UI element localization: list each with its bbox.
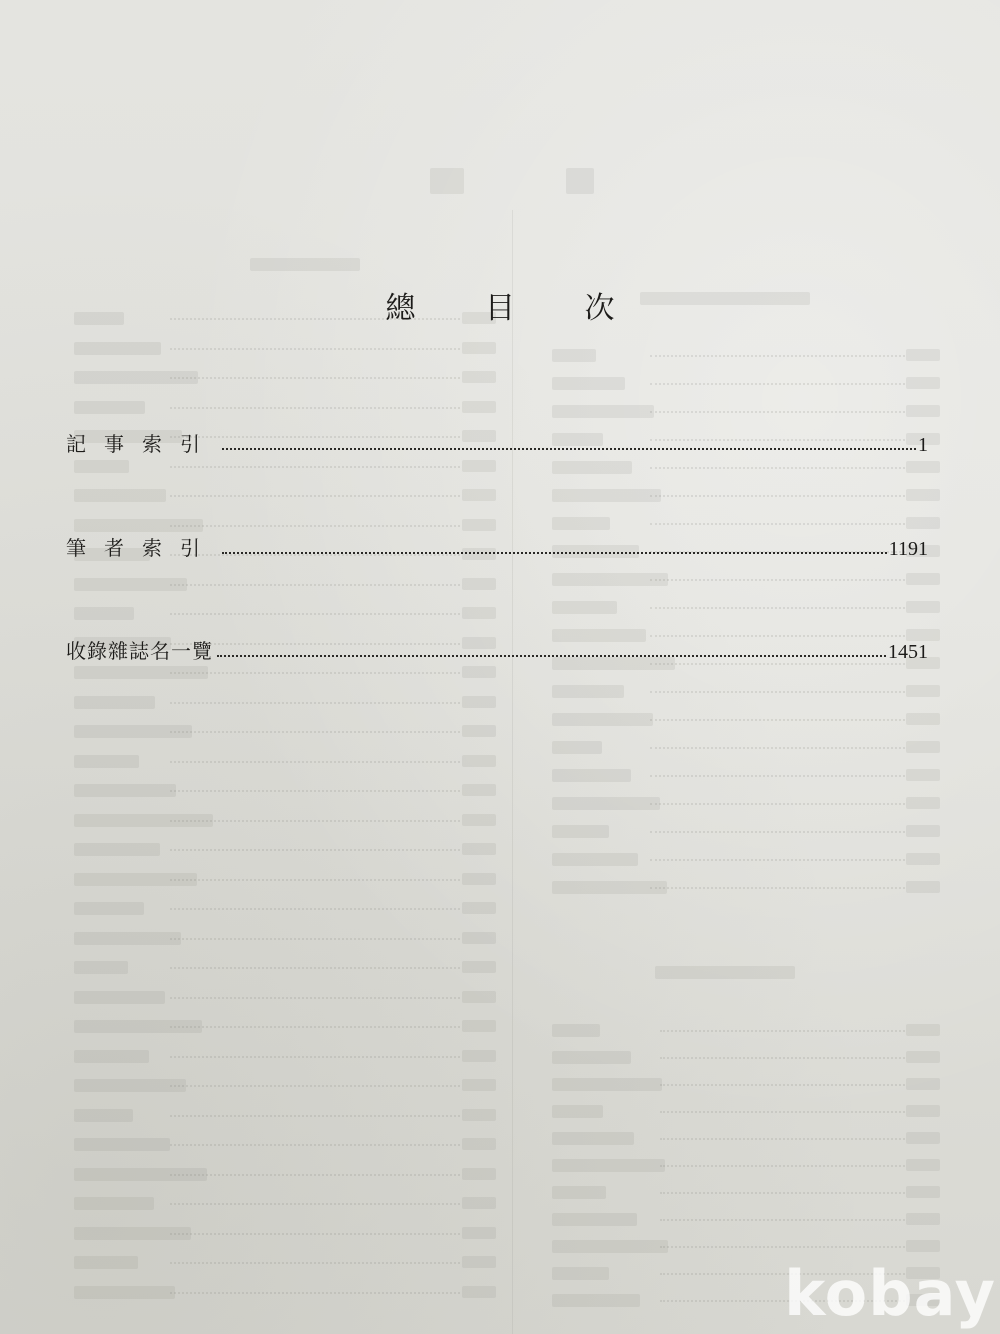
toc-dot-leader: [222, 552, 887, 554]
bleed-through-mark: [906, 601, 940, 613]
bleed-through-mark: [552, 769, 631, 782]
bleed-through-mark: [660, 1219, 905, 1221]
bleed-through-mark: [906, 1024, 940, 1036]
bleed-through-mark: [906, 1186, 940, 1198]
bleed-through-mark: [650, 495, 905, 497]
bleed-through-mark: [74, 1256, 138, 1269]
bleed-through-mark: [552, 1186, 606, 1199]
bleed-through-mark: [170, 672, 460, 674]
bleed-through-mark: [906, 769, 940, 781]
bleed-through-mark: [906, 1159, 940, 1171]
bleed-through-mark: [552, 405, 654, 418]
toc-page-number: 1451: [888, 641, 928, 663]
bleed-through-mark: [74, 784, 176, 797]
bleed-through-mark: [552, 377, 625, 390]
bleed-through-mark: [74, 578, 187, 591]
bleed-through-mark: [74, 755, 139, 768]
bleed-through-mark: [170, 761, 460, 763]
bleed-through-mark: [650, 383, 905, 385]
bleed-through-mark: [462, 784, 496, 796]
bleed-through-mark: [170, 1085, 460, 1087]
bleed-through-mark: [906, 685, 940, 697]
bleed-through-mark: [74, 1168, 207, 1181]
bleed-through-mark: [906, 1132, 940, 1144]
bleed-through-mark: [170, 1292, 460, 1294]
bleed-through-mark: [552, 1240, 668, 1253]
bleed-through-mark: [660, 1057, 905, 1059]
toc-entry-magazine-list[interactable]: [66, 630, 928, 664]
bleed-through-mark: [170, 377, 460, 379]
bleed-through-mark: [462, 371, 496, 383]
bleed-through-mark: [552, 881, 667, 894]
bleed-through-mark: [170, 1056, 460, 1058]
bleed-through-mark: [650, 887, 905, 889]
bleed-through-mark: [552, 1051, 631, 1064]
bleed-through-mark: [170, 466, 460, 468]
watermark-logo: kobay: [784, 1257, 996, 1330]
bleed-through-mark: [906, 713, 940, 725]
bleed-through-mark: [655, 966, 795, 979]
bleed-through-mark: [906, 741, 940, 753]
bleed-through-mark: [552, 1024, 600, 1037]
bleed-through-mark: [170, 849, 460, 851]
bleed-through-mark: [170, 997, 460, 999]
bleed-through-mark: [462, 814, 496, 826]
bleed-through-mark: [170, 879, 460, 881]
bleed-through-mark: [74, 371, 198, 384]
bleed-through-mark: [74, 696, 155, 709]
bleed-through-mark: [906, 349, 940, 361]
bleed-through-mark: [660, 1138, 905, 1140]
bleed-through-mark: [462, 932, 496, 944]
bleed-through-mark: [170, 820, 460, 822]
toc-dot-leader: [222, 448, 916, 450]
bleed-through-mark: [906, 461, 940, 473]
bleed-through-mark: [552, 713, 653, 726]
bleed-through-mark: [170, 584, 460, 586]
bleed-through-mark: [650, 803, 905, 805]
toc-entry-label: 記事索引: [66, 432, 218, 456]
bleed-through-mark: [566, 168, 594, 194]
bleed-through-mark: [650, 523, 905, 525]
bleed-through-mark: [462, 1079, 496, 1091]
bleed-through-mark: [650, 355, 905, 357]
bleed-through-mark: [660, 1030, 905, 1032]
bleed-through-mark: [462, 1168, 496, 1180]
bleed-through-mark: [650, 411, 905, 413]
bleed-through-mark: [170, 613, 460, 615]
bleed-through-mark: [906, 1078, 940, 1090]
bleed-through-mark: [462, 401, 496, 413]
bleed-through-mark: [462, 991, 496, 1003]
bleed-through-mark: [74, 1109, 133, 1122]
bleed-through-mark: [170, 407, 460, 409]
bleed-through-mark: [462, 961, 496, 973]
bleed-through-mark: [650, 831, 905, 833]
bleed-through-mark: [462, 489, 496, 501]
bleed-through-mark: [170, 1233, 460, 1235]
toc-entry-label: 收錄雜誌名一覽: [66, 639, 213, 663]
bleed-through-mark: [906, 405, 940, 417]
bleed-through-mark: [660, 1084, 905, 1086]
bleed-through-mark: [552, 349, 596, 362]
bleed-through-mark: [170, 1203, 460, 1205]
bleed-through-mark: [74, 991, 165, 1004]
bleed-through-mark: [906, 377, 940, 389]
bleed-through-mark: [74, 401, 145, 414]
bleed-through-mark: [74, 873, 197, 886]
bleed-through-mark: [552, 489, 661, 502]
bleed-through-mark: [462, 342, 496, 354]
bleed-through-mark: [906, 1051, 940, 1063]
bleed-through-mark: [462, 873, 496, 885]
bleed-through-mark: [74, 1079, 186, 1092]
toc-entry-author-index[interactable]: [66, 527, 928, 561]
toc-entry-article-index[interactable]: [66, 423, 928, 457]
bleed-through-mark: [906, 1240, 940, 1252]
bleed-through-mark: [74, 666, 208, 679]
page-title: 總 目 次: [385, 291, 645, 326]
bleed-through-mark: [462, 1286, 496, 1298]
bleed-through-mark: [170, 495, 460, 497]
bleed-through-mark: [650, 747, 905, 749]
bleed-through-mark: [74, 1197, 154, 1210]
bleed-through-mark: [74, 607, 134, 620]
bleed-through-mark: [170, 731, 460, 733]
bleed-through-mark: [74, 1020, 202, 1033]
bleed-through-mark: [906, 489, 940, 501]
bleed-through-mark: [660, 1246, 905, 1248]
bleed-through-mark: [74, 342, 161, 355]
toc-dot-leader: [217, 655, 886, 657]
bleed-through-mark: [74, 843, 160, 856]
bleed-through-mark: [906, 1213, 940, 1225]
bleed-through-mark: [650, 691, 905, 693]
bleed-through-mark: [462, 607, 496, 619]
toc-page-number: 1191: [888, 538, 928, 560]
bleed-through-mark: [552, 461, 632, 474]
bleed-through-mark: [552, 741, 602, 754]
bleed-through-mark: [462, 1227, 496, 1239]
bleed-through-mark: [170, 1144, 460, 1146]
bleed-through-mark: [462, 666, 496, 678]
bleed-through-mark: [552, 1132, 634, 1145]
bleed-through-mark: [552, 1105, 603, 1118]
bleed-through-mark: [74, 902, 144, 915]
bleed-through-mark: [462, 1256, 496, 1268]
bleed-through-mark: [250, 258, 360, 271]
bleed-through-mark: [650, 775, 905, 777]
bleed-through-mark: [906, 797, 940, 809]
toc-entry-label: 筆者索引: [66, 536, 218, 560]
bleed-through-mark: [552, 1078, 662, 1091]
bleed-through-mark: [74, 932, 181, 945]
bleed-through-mark: [74, 489, 166, 502]
bleed-through-mark: [552, 601, 617, 614]
bleed-through-mark: [660, 1192, 905, 1194]
bleed-through-mark: [906, 881, 940, 893]
bleed-through-mark: [74, 725, 192, 738]
bleed-through-mark: [650, 579, 905, 581]
bleed-through-mark: [650, 607, 905, 609]
bleed-through-mark: [462, 1020, 496, 1032]
toc-page-number: 1: [918, 434, 928, 456]
bleed-through-mark: [74, 1286, 175, 1299]
bleed-through-mark: [462, 755, 496, 767]
bleed-through-mark: [170, 1262, 460, 1264]
bleed-through-mark: [650, 859, 905, 861]
bleed-through-mark: [170, 938, 460, 940]
bleed-through-mark: [660, 1111, 905, 1113]
bleed-through-mark: [660, 1165, 905, 1167]
bleed-through-mark: [462, 1109, 496, 1121]
bleed-through-mark: [170, 1026, 460, 1028]
bleed-through-mark: [462, 1050, 496, 1062]
bleed-through-mark: [170, 908, 460, 910]
bleed-through-mark: [906, 825, 940, 837]
bleed-through-mark: [74, 1050, 149, 1063]
bleed-through-mark: [170, 967, 460, 969]
bleed-through-mark: [552, 825, 609, 838]
bleed-through-mark: [552, 1294, 640, 1307]
bleed-through-mark: [552, 853, 638, 866]
bleed-through-mark: [430, 168, 464, 194]
bleed-through-mark: [462, 843, 496, 855]
bleed-through-mark: [650, 719, 905, 721]
bleed-through-mark: [74, 460, 129, 473]
bleed-through-mark: [552, 685, 624, 698]
bleed-through-mark: [74, 814, 213, 827]
bleed-through-mark: [906, 1105, 940, 1117]
bleed-through-mark: [462, 725, 496, 737]
bleed-through-mark: [462, 696, 496, 708]
bleed-through-mark: [74, 1138, 170, 1151]
bleed-through-mark: [170, 702, 460, 704]
bleed-through-mark: [170, 348, 460, 350]
bleed-through-mark: [906, 853, 940, 865]
bleed-through-mark: [906, 573, 940, 585]
bleed-through-mark: [170, 1174, 460, 1176]
bleed-through-mark: [74, 961, 128, 974]
bleed-through-mark: [462, 578, 496, 590]
bleed-through-mark: [552, 1159, 665, 1172]
bleed-through-mark: [552, 797, 660, 810]
bleed-through-mark: [170, 790, 460, 792]
bleed-through-mark: [650, 467, 905, 469]
bleed-through-mark: [552, 1267, 609, 1280]
bleed-through-mark: [74, 1227, 191, 1240]
bleed-through-mark: [462, 1197, 496, 1209]
bleed-through-mark: [462, 460, 496, 472]
bleed-through-mark: [170, 1115, 460, 1117]
bleed-through-mark: [552, 573, 668, 586]
bleed-through-mark: [462, 902, 496, 914]
bleed-through-mark: [462, 1138, 496, 1150]
bleed-through-mark: [552, 1213, 637, 1226]
